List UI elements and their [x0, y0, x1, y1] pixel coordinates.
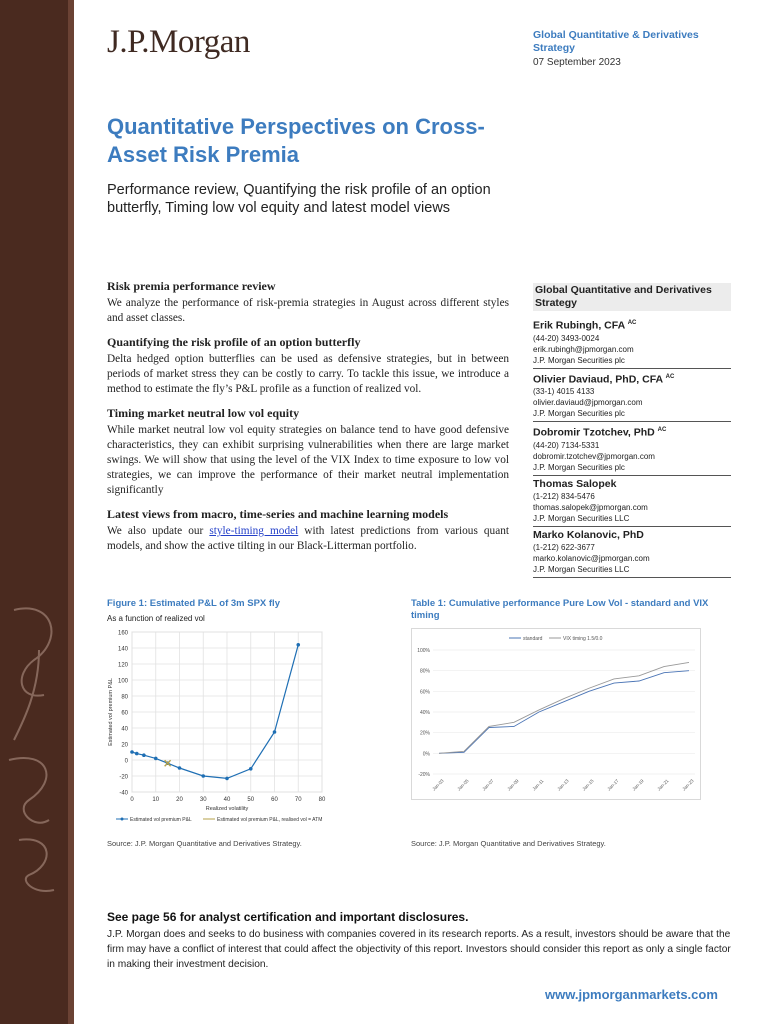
analyst-entry: [533, 527, 731, 578]
y-tick-label: 80%: [419, 668, 430, 675]
x-tick-label: Jan-17: [606, 778, 620, 792]
x-tick-label: 0: [130, 797, 134, 803]
jpmorgan-watermark-logo: [0, 590, 74, 910]
data-point: [273, 730, 277, 734]
x-tick-label: Jan-05: [456, 778, 470, 792]
analyst-email[interactable]: dobromir.tzotchev@jpmorgan.com: [533, 451, 655, 461]
data-point: [135, 752, 139, 756]
legend-swatch-marker: [121, 818, 124, 821]
section-heading: Quantifying the risk profile of an option butterfly: [107, 335, 361, 349]
x-tick-label: 30: [199, 797, 207, 803]
data-point: [201, 774, 205, 778]
y-tick-label: 20%: [419, 730, 430, 737]
x-tick-label: 50: [247, 797, 255, 803]
text-fragment: We also update our: [107, 525, 210, 537]
section-text: Delta hedged option butterflies can be used as defensive strategies, but in between periods of market stress they can be costly to carry. To tackle this issue, we introduce a method to estimate the fly’s P&L profile as a function of realized vol.: [107, 353, 509, 395]
section-heading: Risk premia performance review: [107, 279, 276, 293]
analyst-certification-mark: AC: [627, 320, 637, 326]
x-tick-label: Jan-07: [481, 778, 495, 792]
y-tick-label: 80: [121, 694, 128, 701]
brand-sidebar: [0, 0, 74, 1024]
analysts-panel-heading: Global Quantitative and Derivatives Strategy: [533, 283, 731, 311]
figure1-source: Source: J.P. Morgan Quantitative and Derivatives Strategy.: [107, 839, 302, 848]
data-point: [225, 777, 229, 781]
y-tick-label: 40: [121, 726, 128, 733]
x-tick-label: 70: [294, 797, 302, 803]
analyst-certification-mark: AC: [657, 427, 667, 433]
legend-label: Estimated vol premium P&L: [130, 817, 192, 823]
section-low-vol: [107, 406, 509, 498]
report-subtitle: Performance review, Quantifying the risk profile of an option butterfly, Timing low vol equity and latest model views: [107, 182, 491, 216]
x-tick-label: 20: [176, 797, 183, 803]
x-tick-label: 10: [152, 797, 160, 803]
analyst-name: Erik Rubingh, CFA $^{AC}$: [533, 319, 637, 332]
figure1-chart: [100, 624, 330, 829]
y-tick-label: 40%: [419, 710, 430, 716]
section-butterfly: [107, 335, 509, 397]
y-tick-label: 60%: [419, 689, 430, 696]
section-latest-views: [107, 507, 509, 554]
analyst-entry: [533, 476, 731, 527]
legend-label: VIX timing 1.5/0.0: [563, 636, 603, 642]
table1-source: Source: J.P. Morgan Quantitative and Derivatives Strategy.: [411, 839, 606, 848]
jpmorgan-logo: J.P.Morgan: [107, 24, 250, 60]
table1-chart: [411, 628, 701, 800]
analyst-email[interactable]: erik.rubingh@jpmorgan.com: [533, 344, 634, 354]
y-tick-label: 160: [117, 630, 128, 637]
analyst-firm: J.P. Morgan Securities plc: [533, 409, 625, 418]
table1-title: Table 1: Cumulative performance Pure Low Vol - standard and VIX timing: [411, 598, 709, 621]
text-fragment: with latest predictions from various quant models, and show the active tilting in our Black-Litterman portfolio.: [107, 525, 509, 552]
analyst-entry: [533, 422, 731, 476]
legend-label: Estimated vol premium P&L, realised vol = ATM: [217, 817, 323, 823]
analyst-entry: [533, 369, 731, 423]
data-point: [154, 757, 158, 761]
summary-column: [107, 279, 509, 563]
x-tick-label: Jan-23: [681, 778, 695, 792]
x-tick-label: Jan-13: [556, 778, 570, 792]
data-point: [296, 643, 300, 647]
data-point: [249, 767, 253, 771]
analyst-name: Dobromir Tzotchev, PhD $^{AC}$: [533, 426, 667, 439]
section-text: While market neutral low vol equity strategies on balance tend to have good defensive characteristics, they can exhibit surprising vulnerabilities when there are large market swings. We will show that using the level of the VIX Index to time exposure to low vol strategies, we can improve the performance of their market neutral implementation significantly: [107, 424, 509, 496]
figure1-title: Figure 1: Estimated P&L of 3m SPX fly: [107, 598, 280, 609]
x-tick-label: Jan-15: [581, 778, 595, 792]
style-timing-model-link[interactable]: style-timing model: [209, 525, 299, 537]
section-heading: Latest views from macro, time-series and machine learning models: [107, 507, 449, 521]
x-tick-label: 40: [223, 797, 231, 803]
x-tick-label: Jan-09: [506, 778, 520, 792]
section-performance-review: [107, 279, 509, 326]
y-tick-label: 120: [117, 662, 128, 669]
y-tick-label: 100: [117, 678, 128, 685]
analyst-phone: (1-212) 834-5476: [533, 491, 595, 501]
analyst-email[interactable]: thomas.salopek@jpmorgan.com: [533, 502, 648, 512]
y-axis-label: Estimated vol premium P&L: [108, 678, 114, 746]
figure1-subtitle: As a function of realized vol: [107, 614, 205, 623]
x-tick-label: Jan-21: [656, 778, 670, 792]
analysts-panel: [533, 283, 731, 578]
x-tick-label: 80: [318, 797, 326, 803]
y-tick-label: 60: [121, 710, 128, 717]
disclosure-heading: See page 56 for analyst certification and important disclosures.: [107, 910, 469, 924]
department-label: Global Quantitative & Derivatives Strategy: [533, 29, 699, 54]
analyst-name: Olivier Daviaud, PhD, CFA $^{AC}$: [533, 373, 675, 385]
analyst-entry: [533, 315, 731, 369]
x-tick-label: Jan-03: [431, 778, 445, 792]
analyst-name: Marko Kolanovic, PhD: [533, 528, 644, 541]
analyst-name: Thomas Salopek: [533, 477, 617, 490]
data-point: [130, 750, 134, 754]
analyst-phone: (44-20) 7134-5331: [533, 440, 600, 450]
analyst-phone: (33-1) 4015 4133: [533, 387, 595, 396]
x-axis-label: Realized volatility: [205, 806, 249, 812]
y-tick-label: 100%: [417, 648, 430, 654]
section-heading: Timing market neutral low vol equity: [107, 406, 300, 420]
y-tick-label: 20: [121, 742, 128, 749]
analyst-firm: J.P. Morgan Securities plc: [533, 355, 625, 365]
section-text: [107, 524, 509, 554]
y-tick-label: 0: [124, 758, 128, 765]
website-link[interactable]: www.jpmorganmarkets.com: [545, 987, 718, 1002]
y-tick-label: -20: [119, 774, 128, 781]
y-tick-label: 0%: [422, 751, 430, 758]
analyst-firm: J.P. Morgan Securities plc: [533, 462, 625, 472]
legend-label: standard: [523, 636, 543, 642]
report-date: 07 September 2023: [533, 57, 621, 68]
analyst-email[interactable]: olivier.daviaud@jpmorgan.com: [533, 398, 643, 407]
data-point: [178, 766, 182, 770]
y-tick-label: 140: [117, 646, 128, 653]
disclosure-text: J.P. Morgan does and seeks to do business with companies covered in its research reports. As a result, investors should be aware that the firm may have a conflict of interest that could affect the objectivity of this report. Investors should consider this report as only a single factor in making their investment decision.: [107, 929, 731, 970]
y-tick-label: -20%: [418, 772, 430, 778]
analyst-phone: (44-20) 3493-0024: [533, 333, 600, 343]
y-tick-label: -40: [119, 790, 128, 797]
x-tick-label: Jan-11: [531, 778, 545, 792]
analyst-email[interactable]: marko.kolanovic@jpmorgan.com: [533, 553, 650, 563]
analyst-list: [533, 315, 731, 578]
analyst-certification-mark: AC: [665, 373, 675, 380]
report-title: Quantitative Perspectives on Cross-Asset Risk Premia: [107, 114, 485, 167]
analyst-firm: J.P. Morgan Securities LLC: [533, 564, 630, 574]
analyst-phone: (1-212) 622-3677: [533, 542, 595, 552]
data-point: [142, 753, 146, 757]
section-text: We analyze the performance of risk-premia strategies in August across different styles and asset classes.: [107, 297, 509, 324]
analyst-firm: J.P. Morgan Securities LLC: [533, 513, 630, 523]
x-tick-label: 60: [271, 797, 278, 803]
x-tick-label: Jan-19: [631, 778, 645, 792]
